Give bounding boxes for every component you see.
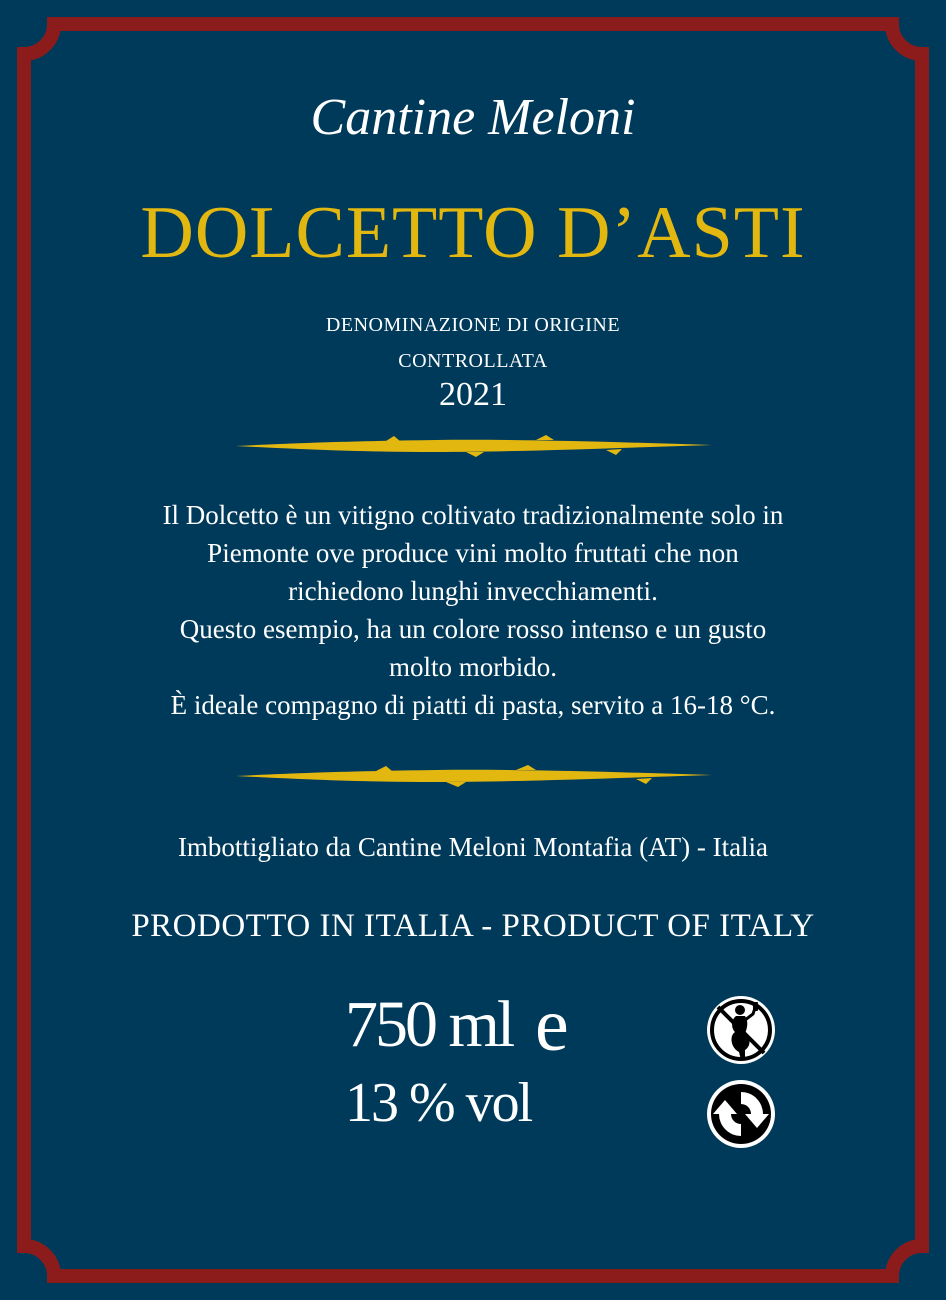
no-pregnant-drinking-icon xyxy=(705,994,777,1066)
description-line: richiedono lunghi invecchiamenti. xyxy=(288,576,658,606)
alcohol-content: 13 % vol xyxy=(345,1072,532,1134)
gold-brush-divider-top xyxy=(236,434,712,458)
estimated-sign: e xyxy=(535,983,569,1067)
denomination-line-1: DENOMINAZIONE DI ORIGINE xyxy=(325,314,621,336)
description-line: molto morbido. xyxy=(389,652,557,682)
vintage-year: 2021 xyxy=(439,376,507,413)
wine-name: DOLCETTO D’ASTI xyxy=(140,192,806,274)
description-line: Questo esempio, ha un colore rosso intenso e un gusto xyxy=(179,614,767,644)
bottler-info: Imbottigliato da Cantine Meloni Montafia (AT) - Italia xyxy=(177,832,769,862)
origin-statement: PRODOTTO IN ITALIA - PRODUCT OF ITALY xyxy=(131,908,815,944)
denomination-line-2: CONTROLLATA xyxy=(398,350,548,372)
description-line: Piemonte ove produce vini molto fruttati che non xyxy=(207,538,739,568)
volume: 750 ml xyxy=(345,988,513,1061)
green-dot-recycling-icon xyxy=(705,1078,777,1150)
description-line: È ideale compagno di piatti di pasta, servito a 16-18 °C. xyxy=(170,690,776,720)
description-line: Il Dolcetto è un vitigno coltivato tradizionalmente solo in xyxy=(162,500,784,530)
brand-name: Cantine Meloni xyxy=(310,89,636,146)
gold-brush-divider-bottom xyxy=(236,764,712,788)
